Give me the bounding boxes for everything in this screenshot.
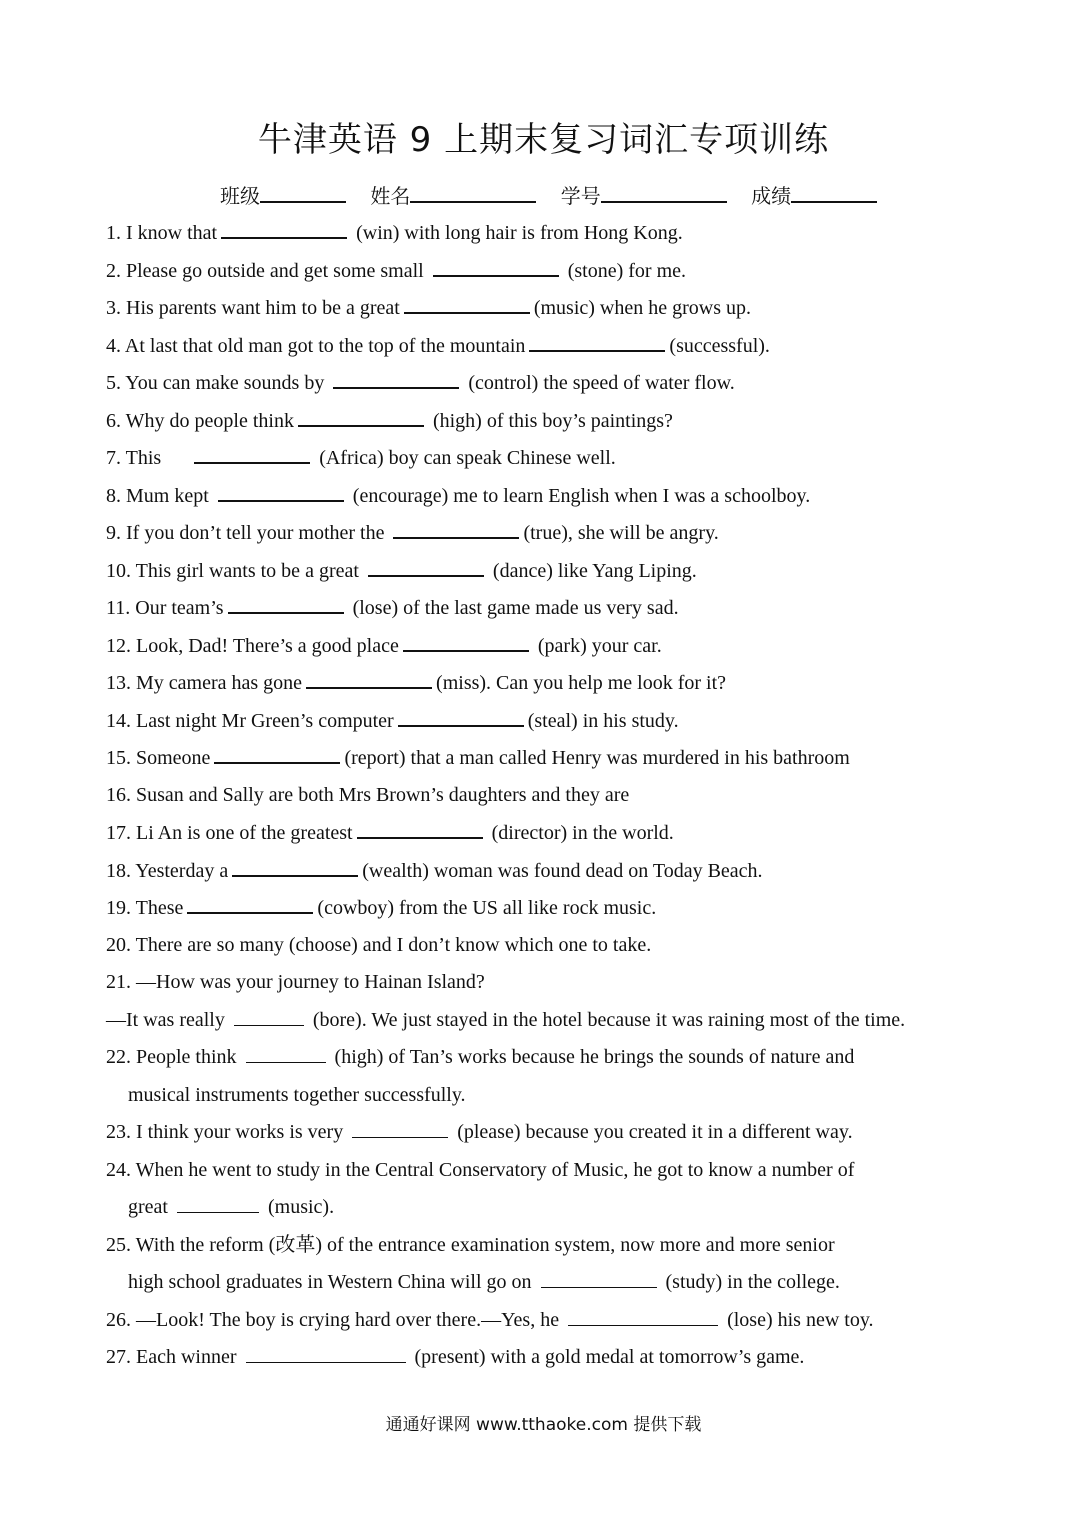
class-blank[interactable] <box>260 181 346 203</box>
question-22-continued <box>128 1082 466 1108</box>
question-text: 1. I know that <box>106 222 218 244</box>
question-27 <box>106 1344 804 1370</box>
question-24 <box>106 1157 854 1183</box>
question-text: (high) of this boy’s paintings? <box>427 410 673 432</box>
question-text: (miss). Can you help me look for it? <box>436 672 726 694</box>
answer-blank[interactable] <box>403 632 529 652</box>
answer-blank[interactable] <box>177 1194 259 1213</box>
name-label: 姓名 <box>370 184 411 208</box>
question-5 <box>106 369 735 396</box>
question-text: (cowboy) from the US all like rock music. <box>317 897 657 919</box>
question-text: (high) of Tan’s works because he brings the sounds of nature and <box>329 1046 855 1068</box>
question-text: 12. Look, Dad! There’s a good place <box>106 635 399 657</box>
question-text: high school graduates in Western China will go on <box>128 1271 537 1293</box>
name-field <box>370 180 536 209</box>
answer-blank[interactable] <box>194 444 310 464</box>
question-text: great <box>128 1196 173 1218</box>
class-label: 班级 <box>220 184 260 208</box>
answer-blank[interactable] <box>541 1269 657 1288</box>
student-info-row <box>220 180 895 208</box>
question-18 <box>106 857 763 884</box>
question-text: 20. There are so many (choose) and I don’t know which one to take. <box>106 934 652 956</box>
answer-blank[interactable] <box>333 369 459 389</box>
question-text: 15. Someone <box>106 747 211 769</box>
answer-blank[interactable] <box>234 1007 304 1026</box>
page-footer: 通通好课网 www.tthaoke.com 提供下载 <box>385 1415 702 1435</box>
question-text: (lose) of the last game made us very sad. <box>347 597 679 619</box>
question-text: 17. Li An is one of the greatest <box>106 822 353 844</box>
question-23 <box>106 1119 853 1145</box>
question-text: 10. This girl wants to be a great <box>106 560 364 582</box>
question-7 <box>106 444 616 471</box>
question-text: (present) with a gold medal at tomorrow’s game. <box>409 1346 805 1368</box>
answer-blank[interactable] <box>221 219 347 239</box>
answer-blank[interactable] <box>352 1119 448 1138</box>
question-text: (bore). We just stayed in the hotel because it was raining most of the time. <box>307 1009 906 1031</box>
question-25-continued <box>128 1269 840 1295</box>
question-text: (study) in the college. <box>660 1271 840 1293</box>
question-20 <box>106 932 651 958</box>
question-21-answer <box>106 1007 905 1033</box>
question-19 <box>106 894 656 921</box>
answer-blank[interactable] <box>404 294 530 314</box>
question-text: 13. My camera has gone <box>106 672 303 694</box>
question-6 <box>106 407 673 434</box>
question-11 <box>106 594 679 621</box>
question-text: (stone) for me. <box>562 260 687 282</box>
question-12 <box>106 632 662 659</box>
question-text: (encourage) me to learn English when I was a schoolboy. <box>347 485 811 507</box>
question-3 <box>106 294 751 321</box>
question-text: 8. Mum kept <box>106 485 214 507</box>
answer-blank[interactable] <box>187 894 313 914</box>
question-2 <box>106 257 686 284</box>
question-text: (win) with long hair is from Hong Kong. <box>351 222 683 244</box>
question-10 <box>106 557 697 584</box>
question-8 <box>106 482 810 509</box>
question-15 <box>106 744 850 771</box>
answer-blank[interactable] <box>246 1044 326 1063</box>
question-1 <box>106 219 683 246</box>
question-text: —It was really <box>106 1009 230 1031</box>
answer-blank[interactable] <box>357 819 483 839</box>
question-text: (director) in the world. <box>486 822 674 844</box>
class-field <box>220 180 346 209</box>
question-text: 6. Why do people think <box>106 410 294 432</box>
question-text: 26. —Look! The boy is crying hard over there.—Yes, he <box>106 1309 565 1331</box>
number-field <box>561 180 727 209</box>
score-field <box>751 180 877 209</box>
question-text: (music). <box>262 1196 335 1218</box>
question-text: (Africa) boy can speak Chinese well. <box>314 447 616 469</box>
question-text: 3. His parents want him to be a great <box>106 297 400 319</box>
name-blank[interactable] <box>410 181 536 203</box>
question-text: (lose) his new toy. <box>722 1309 874 1331</box>
question-text: (steal) in his study. <box>527 710 679 732</box>
answer-blank[interactable] <box>306 669 432 689</box>
question-text: 4. At last that old man got to the top of the mountain <box>106 335 526 357</box>
question-16 <box>106 782 629 808</box>
question-21 <box>106 969 485 995</box>
answer-blank[interactable] <box>232 857 358 877</box>
question-13 <box>106 669 726 696</box>
question-text: (dance) like Yang Liping. <box>487 560 697 582</box>
question-text: (control) the speed of water flow. <box>463 372 735 394</box>
answer-blank[interactable] <box>393 519 519 539</box>
question-24-continued <box>128 1194 334 1220</box>
number-label: 学号 <box>560 184 601 208</box>
question-text: (report) that a man called Henry was murdered in his bathroom <box>344 747 850 769</box>
question-text: (successful). <box>669 335 770 357</box>
question-text: 16. Susan and Sally are both Mrs Brown’s daughters and they are <box>106 784 630 806</box>
answer-blank[interactable] <box>218 482 344 502</box>
answer-blank[interactable] <box>298 407 424 427</box>
answer-blank[interactable] <box>246 1344 406 1363</box>
question-text: (park) your car. <box>532 635 662 657</box>
question-22 <box>106 1044 854 1070</box>
question-text: 14. Last night Mr Green’s computer <box>106 710 394 732</box>
question-text: 23. I think your works is very <box>106 1121 349 1143</box>
question-26 <box>106 1307 874 1333</box>
question-text: 2. Please go outside and get some small <box>106 260 429 282</box>
question-text: 22. People think <box>106 1046 242 1068</box>
answer-blank[interactable] <box>228 594 344 614</box>
number-blank[interactable] <box>601 181 727 203</box>
page-title: 牛津英语 9 上期末复习词汇专项训练 <box>257 120 830 160</box>
question-9 <box>106 519 719 546</box>
question-text: (please) because you created it in a different way. <box>452 1121 853 1143</box>
question-text: 25. With the reform (改革) of the entrance examination system, now more and more senior <box>106 1234 835 1256</box>
question-text: 24. When he went to study in the Central Conservatory of Music, he got to know a number of <box>106 1159 855 1181</box>
question-25 <box>106 1232 835 1258</box>
question-text: (music) when he grows up. <box>533 297 751 319</box>
answer-blank[interactable] <box>214 744 340 764</box>
answer-blank[interactable] <box>529 332 665 352</box>
question-text: 19. These <box>106 897 184 919</box>
question-17 <box>106 819 674 846</box>
answer-blank[interactable] <box>433 257 559 277</box>
question-14 <box>106 707 679 734</box>
question-4 <box>106 332 770 359</box>
score-blank[interactable] <box>791 181 877 203</box>
question-text: 7. This <box>106 447 167 469</box>
question-text: 5. You can make sounds by <box>106 372 330 394</box>
question-text: 9. If you don’t tell your mother the <box>106 522 390 544</box>
question-text: 18. Yesterday a <box>106 860 229 882</box>
answer-blank[interactable] <box>368 557 484 577</box>
question-text: 11. Our team’s <box>106 597 224 619</box>
question-text: musical instruments together successfully. <box>128 1084 466 1106</box>
score-label: 成绩 <box>751 184 792 208</box>
question-text: 21. —How was your journey to Hainan Island? <box>106 971 485 993</box>
question-text: 27. Each winner <box>106 1346 242 1368</box>
answer-blank[interactable] <box>398 707 524 727</box>
question-text: (true), she will be angry. <box>523 522 719 544</box>
answer-blank[interactable] <box>568 1307 718 1326</box>
question-text: (wealth) woman was found dead on Today Beach. <box>362 860 763 882</box>
